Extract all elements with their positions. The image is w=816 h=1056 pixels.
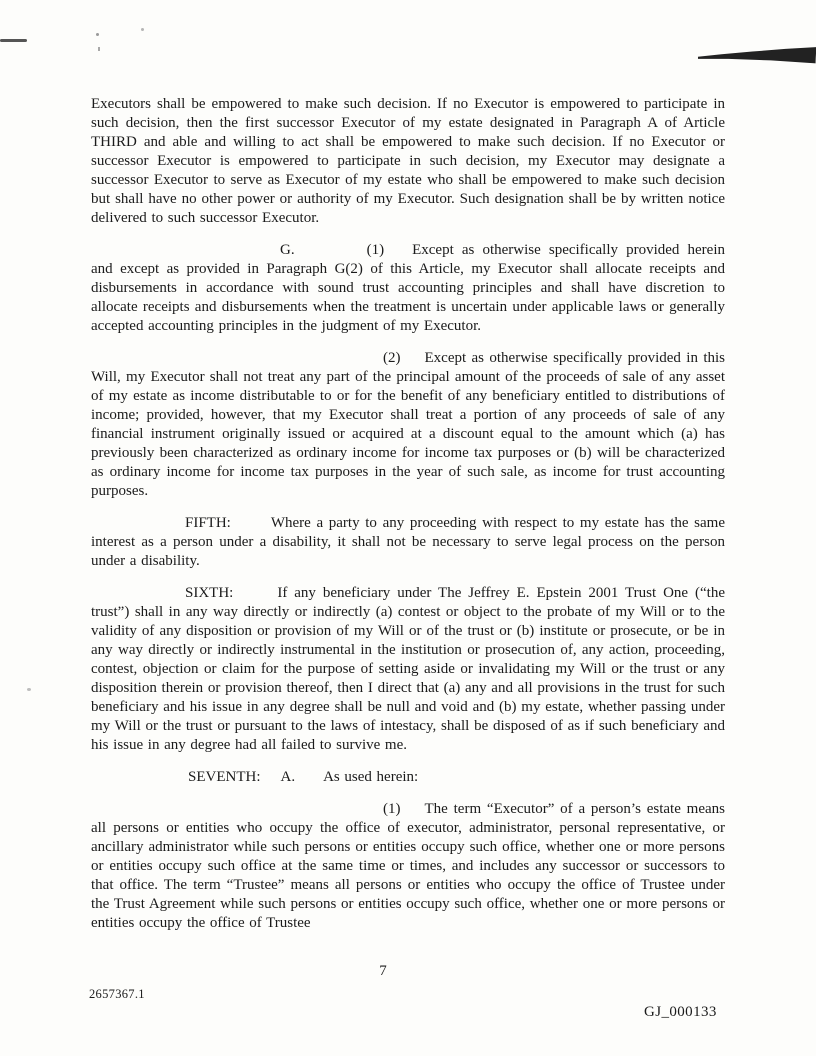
bates-number: GJ_000133 <box>644 1004 717 1020</box>
scan-artifact-speck <box>96 33 99 36</box>
paragraph-sixth <box>91 584 725 755</box>
article-label-sixth: SIXTH: <box>185 585 234 601</box>
clause-number-1: (1) <box>383 801 401 817</box>
paragraph-g1 <box>91 241 725 336</box>
paragraph-g2 <box>91 349 725 501</box>
scan-artifact-dash <box>0 39 27 42</box>
paragraph-fifth <box>91 514 725 571</box>
paragraph-seventh-a1 <box>91 800 725 933</box>
clause-number-1: (1) <box>366 242 385 258</box>
scan-artifact-speck <box>141 28 144 31</box>
paragraph-seventh <box>91 768 725 787</box>
article-text: Where a party to any proceeding with respect to my estate has the same interest as a person under a disability, it shall not be necessary to serve legal process on the person under a disability. <box>91 515 725 569</box>
document-control-number: 2657367.1 <box>89 987 145 1001</box>
clause-text: Except as otherwise specifically provided herein and except as provided in Paragraph G(2) of this Article, my Executor shall allocate receipts and disbursements in accordance with sound trust accounting principles and shall have discretion to allocate receipts and disbursements when the treatment is uncertain under applicable laws or generally accepted accounting principles in the judgment of my Executor. <box>91 242 725 334</box>
paragraph-executor-continuation: Executors shall be empowered to make such decision. If no Executor is empowered to participate in such decision, then the first successor Executor of my estate designated in Paragraph A of Article THIRD and able and willing to act shall be empowered to make such decision. If no Executor or successor Executor is empowered to participate in such decision, my Executor may designate a successor Executor to serve as Executor of my estate who shall be empowered to make such decision but shall have no other power or authority of my Executor. Such designation shall be by written notice delivered to such successor Executor. <box>91 96 725 226</box>
subsection-label-a: A. <box>280 769 296 785</box>
scan-artifact-speck <box>98 47 100 51</box>
article-label-seventh: SEVENTH: <box>188 769 261 785</box>
scan-artifact-page-curl <box>698 40 816 65</box>
article-text: As used herein: <box>323 769 419 785</box>
clause-label-g: G. <box>280 242 295 258</box>
article-label-fifth: FIFTH: <box>185 515 231 531</box>
scan-artifact-speck <box>27 688 31 691</box>
article-text: If any beneficiary under The Jeffrey E. Epstein 2001 Trust One (“the trust”) shall in any way directly or indirectly (a) contest or object to the probate of my Will or to the validity of any disposition or provision of my Will or of the trust or (b) institute or prosecute, or be in any way directly or indirectly instrumental in the institution or prosecution of, any action, proceeding, contest, objection or claim for the purpose of setting aside or invalidating my Will or the trust or any disposition therein or provision thereof, then I direct that (a) any and all provisions in the trust for such beneficiary and his issue in any degree shall be null and void and (b) my estate, whether passing under my Will or the trust or pursuant to the laws of intestacy, shall be disposed of as if such beneficiary and his issue in any degree had all failed to survive me. <box>91 585 725 753</box>
clause-text: Except as otherwise specifically provided in this Will, my Executor shall not treat any part of the principal amount of the proceeds of sale of any asset of my estate as income distributable to or for the benefit of any beneficiary entitled to distributions of income; provided, however, that my Executor shall treat a portion of any proceeds of sale of any financial instrument originally issued or acquired at a discount equal to the amount which (a) has previously been characterized as ordinary income for income tax purposes or (b) will be characterized as ordinary income for income tax purposes in the year of such sale, as income for trust accounting purposes. <box>91 350 725 499</box>
clause-text: The term “Executor” of a person’s estate means all persons or entities who occupy the office of executor, administrator, personal representative, or ancillary administrator while such persons or entities occupy such office, whether one or more persons or entities occupy such office at the same time or times, and includes any successor or successors to that office. The term “Trustee” means all persons or entities who occupy the office of Trustee under the Trust Agreement while such persons or entities occupy such office, whether one or more persons or entities occupy the office of Trustee <box>91 801 725 931</box>
page-number: 7 <box>379 963 387 979</box>
document-body <box>91 95 725 933</box>
clause-number-2: (2) <box>383 350 401 366</box>
